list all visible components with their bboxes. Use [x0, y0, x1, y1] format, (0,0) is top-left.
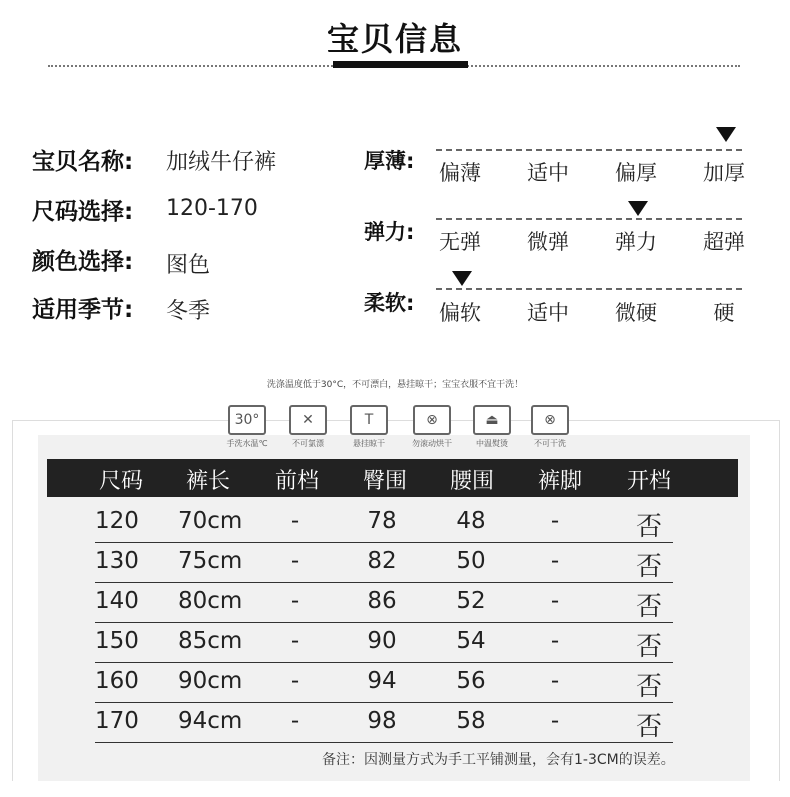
- attr-scale-softness: [436, 288, 742, 290]
- cell-waist: 50: [456, 548, 486, 574]
- attr-option: 微弹: [527, 230, 569, 254]
- attr-option: 偏厚: [615, 161, 657, 185]
- cell-open-crotch: 否: [635, 592, 662, 622]
- care-caption: 勿滚动烘干: [412, 439, 452, 448]
- no-dry-clean-icon: [522, 405, 578, 449]
- cell-hip: 78: [367, 508, 397, 534]
- no-bleach-glyph: ✕: [289, 405, 327, 435]
- no-bleach-icon: [280, 405, 336, 449]
- header-open-crotch: 开档: [626, 469, 671, 494]
- hang-dry-glyph: T: [350, 405, 388, 435]
- hang-dry-icon: [341, 405, 397, 449]
- cell-open-crotch: 否: [635, 632, 662, 662]
- header-waist: 腰围: [449, 469, 494, 494]
- cell-leg-opening: -: [550, 548, 560, 574]
- cell-front-rise: -: [290, 508, 300, 534]
- info-value-size: 120-170: [166, 196, 258, 221]
- cell-open-crotch: 否: [635, 672, 662, 702]
- cell-size: 170: [95, 708, 139, 734]
- cell-size: 140: [95, 588, 139, 614]
- no-tumble-dry-glyph: ⊗: [413, 405, 451, 435]
- attr-scale-elasticity: [436, 218, 742, 220]
- header-hip: 臀围: [362, 469, 407, 494]
- cell-size: 160: [95, 668, 139, 694]
- header-leg-opening: 裤脚: [537, 469, 582, 494]
- page-title: 宝贝信息: [326, 20, 463, 58]
- selection-marker-icon: [716, 127, 736, 142]
- cell-leg-opening: -: [550, 588, 560, 614]
- care-caption: 手洗水温℃: [226, 439, 268, 448]
- attr-scale-thickness: [436, 149, 742, 151]
- cell-size: 120: [95, 508, 139, 534]
- attr-option: 无弹: [439, 230, 481, 254]
- cell-length: 70cm: [178, 508, 243, 534]
- attr-option: 加厚: [703, 161, 745, 185]
- table-row: [95, 582, 673, 623]
- cell-size: 130: [95, 548, 139, 574]
- attr-option: 微硬: [615, 301, 657, 325]
- info-value-color: 图色: [166, 253, 211, 278]
- cell-size: 150: [95, 628, 139, 654]
- table-row: [95, 702, 673, 743]
- attr-option: 偏薄: [439, 161, 481, 185]
- attr-option: 硬: [713, 301, 735, 325]
- table-row: [95, 662, 673, 703]
- care-caption: 不可干洗: [534, 439, 566, 448]
- attr-label-elasticity: 弹力:: [364, 220, 415, 244]
- cell-front-rise: -: [290, 628, 300, 654]
- iron-medium-glyph: ⏏: [473, 405, 511, 435]
- cell-front-rise: -: [290, 588, 300, 614]
- cell-front-rise: -: [290, 668, 300, 694]
- header-front-rise: 前档: [274, 469, 319, 494]
- cell-leg-opening: -: [550, 508, 560, 534]
- attr-option: 适中: [527, 161, 569, 185]
- cell-waist: 52: [456, 588, 486, 614]
- no-dry-clean-glyph: ⊗: [531, 405, 569, 435]
- info-label-name: 宝贝名称:: [32, 149, 134, 175]
- info-label-season: 适用季节:: [32, 297, 134, 323]
- attr-label-thickness: 厚薄:: [364, 149, 415, 173]
- care-note: 洗涤温度低于30°C，不可漂白，悬挂晾干；宝宝衣服不宜干洗！: [266, 380, 524, 390]
- cell-leg-opening: -: [550, 668, 560, 694]
- cell-front-rise: -: [290, 708, 300, 734]
- table-row: [95, 542, 673, 583]
- info-value-name: 加绒牛仔裤: [166, 150, 277, 175]
- attr-option: 适中: [527, 301, 569, 325]
- cell-hip: 94: [367, 668, 397, 694]
- selection-marker-icon: [628, 201, 648, 216]
- info-label-color: 颜色选择:: [32, 249, 134, 275]
- cell-length: 75cm: [178, 548, 243, 574]
- attr-label-softness: 柔软:: [364, 291, 415, 315]
- cell-waist: 54: [456, 628, 486, 654]
- info-value-season: 冬季: [166, 299, 211, 324]
- cell-front-rise: -: [290, 548, 300, 574]
- care-caption: 中温熨烫: [476, 439, 508, 448]
- table-row: [95, 502, 673, 543]
- cell-length: 94cm: [178, 708, 243, 734]
- no-tumble-dry-icon: [404, 405, 460, 449]
- cell-leg-opening: -: [550, 628, 560, 654]
- cell-open-crotch: 否: [635, 552, 662, 582]
- cell-length: 90cm: [178, 668, 243, 694]
- cell-open-crotch: 否: [635, 512, 662, 542]
- care-caption: 悬挂晾干: [353, 439, 385, 448]
- cell-hip: 98: [367, 708, 397, 734]
- cell-waist: 48: [456, 508, 486, 534]
- cell-length: 80cm: [178, 588, 243, 614]
- cell-hip: 90: [367, 628, 397, 654]
- table-row: [95, 622, 673, 663]
- care-caption: 不可氯漂: [292, 439, 324, 448]
- attr-option: 偏软: [439, 301, 481, 325]
- measurement-footnote: 备注：因测量方式为手工平铺测量，会有1-3CM的误差。: [322, 752, 675, 768]
- cell-hip: 86: [367, 588, 397, 614]
- cell-length: 85cm: [178, 628, 243, 654]
- wash-30-icon: [219, 405, 275, 449]
- info-label-size: 尺码选择:: [32, 199, 134, 225]
- iron-medium-icon: [464, 405, 520, 449]
- header-size: 尺码: [98, 469, 143, 494]
- header-length: 裤长: [185, 469, 230, 494]
- cell-waist: 56: [456, 668, 486, 694]
- cell-waist: 58: [456, 708, 486, 734]
- wash-30-glyph: 30°: [228, 405, 266, 435]
- cell-hip: 82: [367, 548, 397, 574]
- cell-leg-opening: -: [550, 708, 560, 734]
- selection-marker-icon: [452, 271, 472, 286]
- attr-option: 超弹: [703, 230, 745, 254]
- cell-open-crotch: 否: [635, 712, 662, 742]
- attr-option: 弹力: [615, 230, 657, 254]
- title-underline: [333, 61, 468, 68]
